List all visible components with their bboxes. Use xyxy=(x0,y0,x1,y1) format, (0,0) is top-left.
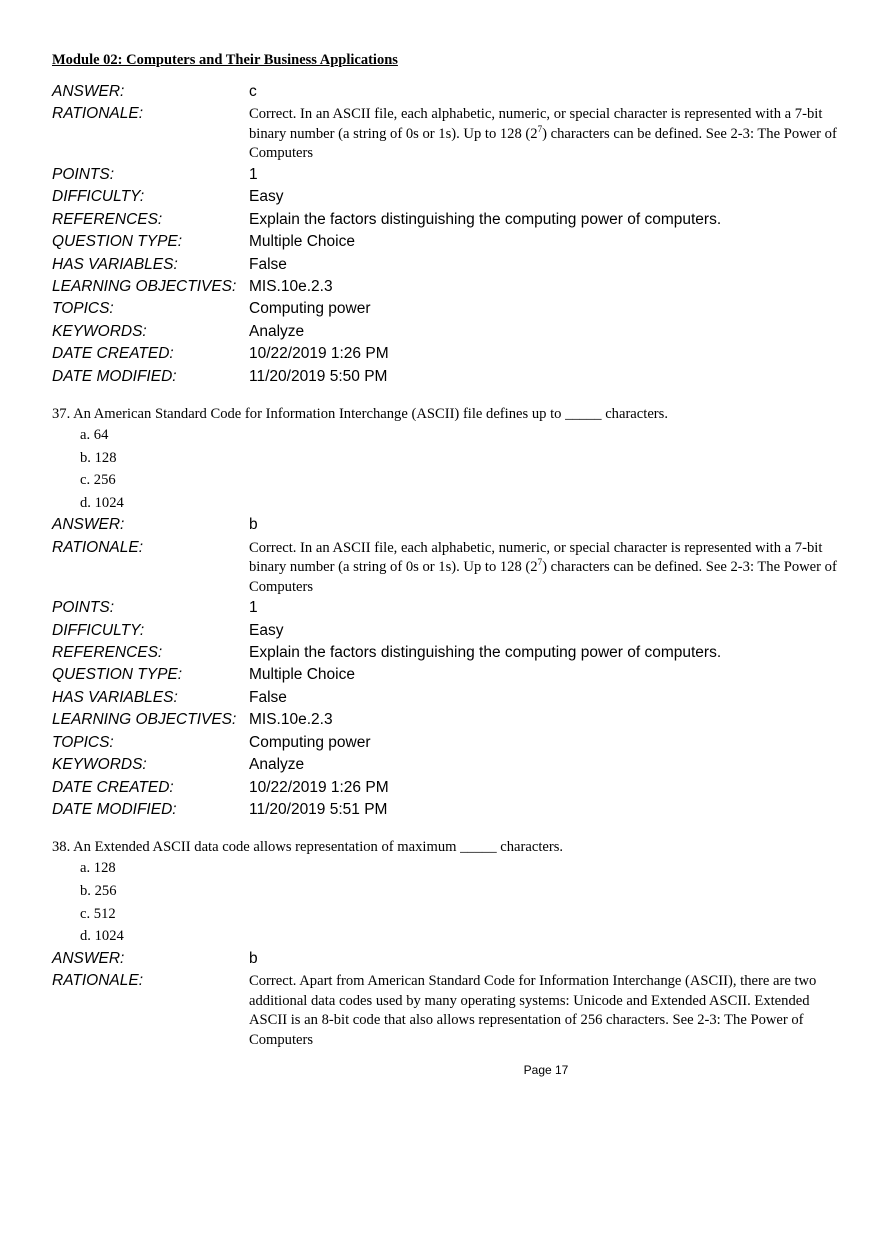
question-37 xyxy=(52,405,842,821)
points-row xyxy=(52,597,842,619)
question-type-label: QUESTION TYPE: xyxy=(52,666,183,684)
keywords-label: KEYWORDS: xyxy=(52,756,147,774)
learning-objectives-row xyxy=(52,276,842,298)
answer-value: b xyxy=(249,516,258,534)
answer-row xyxy=(52,514,842,536)
date-created-row xyxy=(52,343,842,365)
module-header: Module 02: Computers and Their Business Applications xyxy=(52,52,398,68)
references-label: REFERENCES: xyxy=(52,644,163,662)
answer-row xyxy=(52,81,842,103)
page-number: Page 17 xyxy=(523,1063,569,1077)
answer-value: c xyxy=(249,83,257,100)
question-type-value: Multiple Choice xyxy=(249,233,355,251)
topics-row xyxy=(52,732,842,754)
references-value: Explain the factors distinguishing the computing power of computers. xyxy=(249,210,722,228)
rationale-label: RATIONALE: xyxy=(52,538,144,556)
has-variables-row xyxy=(52,687,842,709)
keywords-value: Analyze xyxy=(249,322,305,340)
keywords-row xyxy=(52,321,842,343)
has-variables-label: HAS VARIABLES: xyxy=(52,688,178,706)
option-d: d. 1024 xyxy=(80,494,124,511)
learning-objectives-value: MIS.10e.2.3 xyxy=(249,711,333,729)
date-modified-label: DATE MODIFIED: xyxy=(52,367,177,385)
rationale-value: Correct. In an ASCII file, each alphabetic, numeric, or special character is represented with a 7-bit binary number (a string of 0s or 1s). Up to 128 $(2^7)$ characters can be defined. See 2-3: The Power of Computers xyxy=(249,539,837,595)
topics-value: Computing power xyxy=(249,733,371,751)
difficulty-row xyxy=(52,620,842,642)
answer-value: b xyxy=(249,949,258,967)
rationale-row xyxy=(52,103,842,164)
document-page xyxy=(52,52,842,1050)
answer-label: ANSWER: xyxy=(52,949,125,967)
answer-label: ANSWER: xyxy=(52,516,125,534)
question-text: 38. An Extended ASCII data code allows representation of maximum _____ characters. xyxy=(52,839,564,856)
difficulty-label: DIFFICULTY: xyxy=(52,188,145,206)
has-variables-label: HAS VARIABLES: xyxy=(52,255,178,273)
learning-objectives-label: LEARNING OBJECTIVES: xyxy=(52,277,237,295)
option-c: c. 256 xyxy=(80,472,116,489)
keywords-value: Analyze xyxy=(249,756,305,774)
learning-objectives-row xyxy=(52,709,842,731)
option-b: b. 256 xyxy=(80,882,117,899)
references-label: REFERENCES: xyxy=(52,210,163,228)
option-a: a. 128 xyxy=(80,860,116,877)
difficulty-row xyxy=(52,186,842,208)
question-type-value: Multiple Choice xyxy=(249,666,355,684)
keywords-label: KEYWORDS: xyxy=(52,322,147,340)
option-c: c. 512 xyxy=(80,905,116,922)
date-modified-value: 11/20/2019 5:50 PM xyxy=(249,367,388,385)
rationale-label: RATIONALE: xyxy=(52,972,144,990)
topics-label: TOPICS: xyxy=(52,733,114,751)
date-created-label: DATE CREATED: xyxy=(52,345,174,363)
date-created-value: 10/22/2019 1:26 PM xyxy=(249,345,389,363)
difficulty-label: DIFFICULTY: xyxy=(52,621,145,639)
date-modified-row xyxy=(52,799,842,821)
question-type-row xyxy=(52,231,842,253)
references-row xyxy=(52,642,842,664)
points-value: 1 xyxy=(249,165,258,183)
has-variables-value: False xyxy=(249,688,287,706)
difficulty-value: Easy xyxy=(249,188,284,206)
references-value: Explain the factors distinguishing the computing power of computers. xyxy=(249,644,722,662)
points-row xyxy=(52,164,842,186)
points-label: POINTS: xyxy=(52,599,115,617)
references-row xyxy=(52,209,842,231)
option-d: d. 1024 xyxy=(80,928,124,945)
date-created-label: DATE CREATED: xyxy=(52,778,174,796)
topics-value: Computing power xyxy=(249,300,371,318)
option-b: b. 128 xyxy=(80,449,117,466)
rationale-value: Correct. In an ASCII file, each alphabetic, numeric, or special character is represented with a 7-bit binary number (a string of 0s or 1s). Up to 128 $(2^7)$ characters can be defined. See 2-3: The Power of Computers xyxy=(249,106,837,162)
topics-label: TOPICS: xyxy=(52,300,114,318)
option-a: a. 64 xyxy=(80,426,109,443)
difficulty-value: Easy xyxy=(249,621,284,639)
rationale-row xyxy=(52,537,842,598)
question-type-row xyxy=(52,664,842,686)
has-variables-row xyxy=(52,254,842,276)
answer-row xyxy=(52,948,842,970)
topics-row xyxy=(52,298,842,320)
question-38 xyxy=(52,838,842,1050)
answer-label: ANSWER: xyxy=(52,83,125,100)
learning-objectives-label: LEARNING OBJECTIVES: xyxy=(52,711,237,729)
keywords-row xyxy=(52,754,842,776)
date-modified-row xyxy=(52,366,842,388)
learning-objectives-value: MIS.10e.2.3 xyxy=(249,277,333,295)
date-created-value: 10/22/2019 1:26 PM xyxy=(249,778,389,796)
question-text: 37. An American Standard Code for Information Interchange (ASCII) file defines up to _____ characters. xyxy=(52,405,668,422)
question-36-metadata xyxy=(52,81,842,388)
date-modified-value: 11/20/2019 5:51 PM xyxy=(249,800,388,818)
date-created-row xyxy=(52,777,842,799)
date-modified-label: DATE MODIFIED: xyxy=(52,800,177,818)
rationale-value: Correct. Apart from American Standard Code for Information Interchange (ASCII), there are two additional data codes used by many operating systems: Unicode and Extended ASCII. Extended ASCII is an 8-bit code that also allows representation of 256 characters. See 2-3: The Power of Computers xyxy=(249,973,817,1048)
question-type-label: QUESTION TYPE: xyxy=(52,233,183,251)
points-value: 1 xyxy=(249,599,258,617)
points-label: POINTS: xyxy=(52,165,115,183)
rationale-label: RATIONALE: xyxy=(52,105,144,123)
rationale-row xyxy=(52,970,842,1050)
has-variables-value: False xyxy=(249,255,287,273)
